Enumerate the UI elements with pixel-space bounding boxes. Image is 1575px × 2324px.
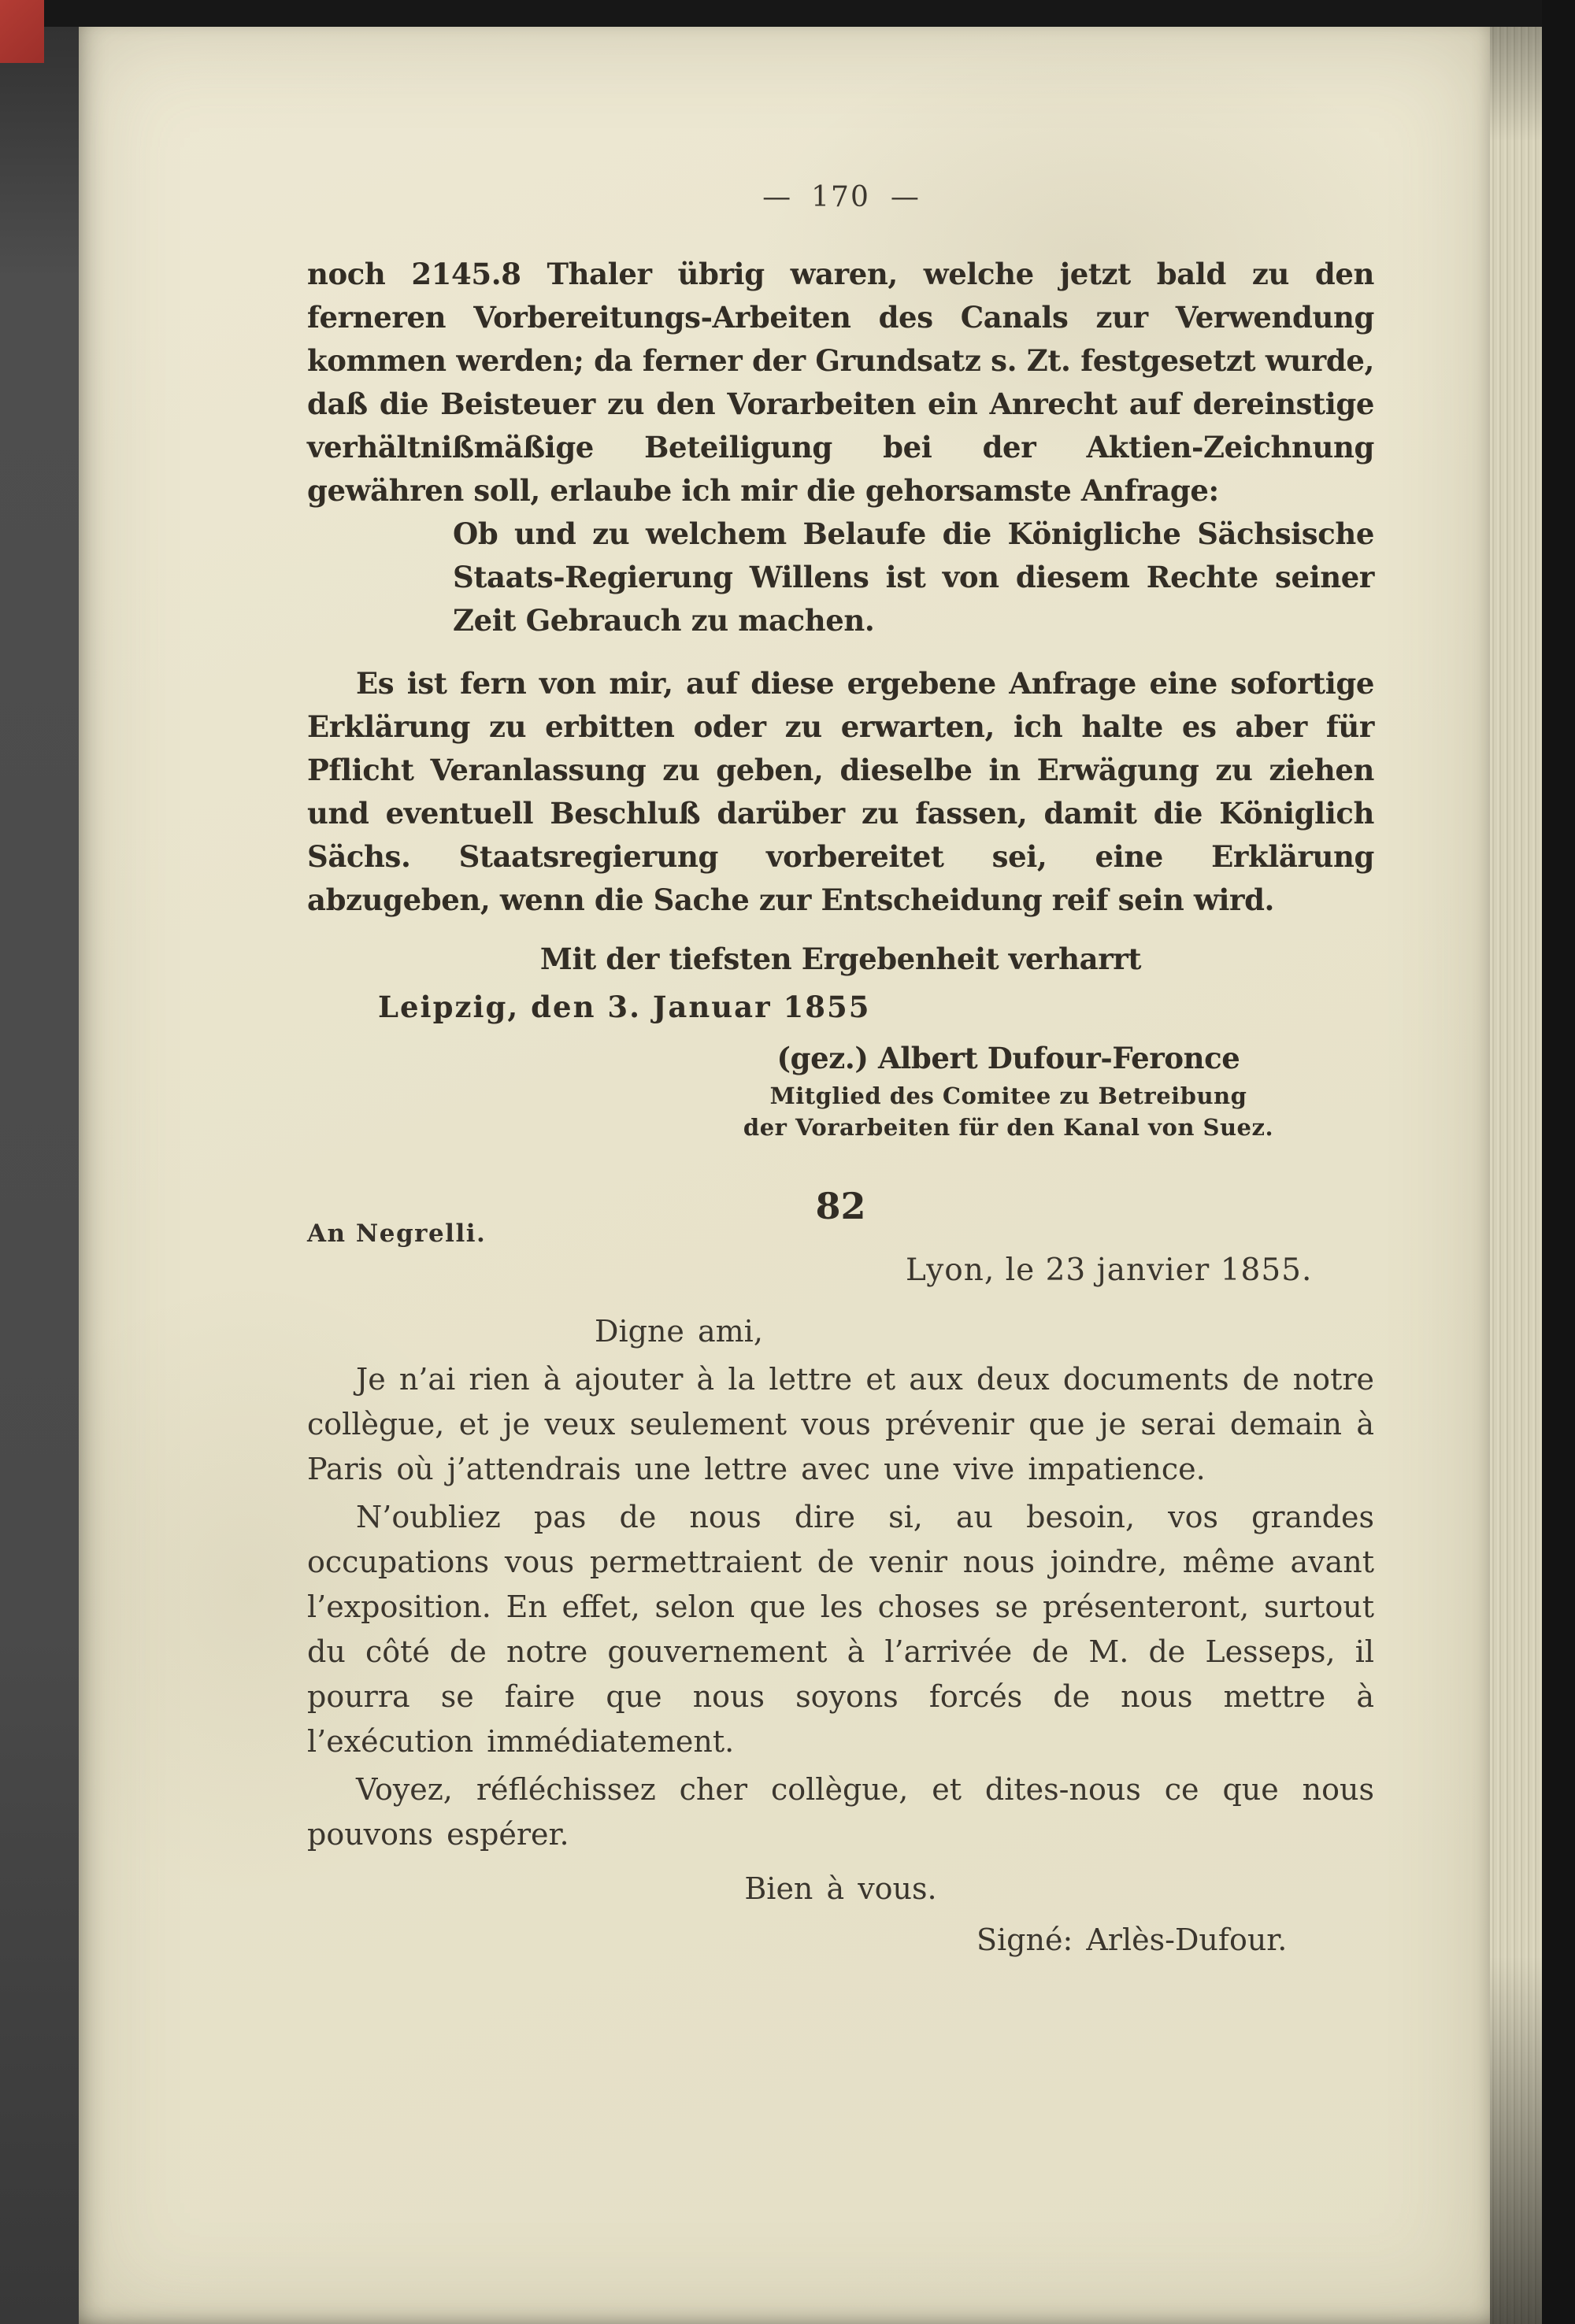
book-page [79,27,1490,2324]
german-paragraph-continuation: noch 2145.8 Thaler übrig waren, welche jetzt bald zu den ferneren Vorbereitungs-Arbeiten des Canals zur Verwendung kommen werden; da ferner der Grundsatz s. Zt. festgesetzt wurde, daß die Beisteuer zu den Vorarbeiten ein Anrecht auf dereinstige verhältnißmäßige Beteiligung bei der Aktien-Zeichnung gewähren soll, erlaube ich mir die gehorsamste Anfrage: [307,257,1374,508]
page-number-dash-left: — [762,181,791,213]
german-signature-role-line2: der Vorarbeiten für den Kanal von Suez. [743,1114,1274,1141]
german-signature-role-line1: Mitglied des Comitee zu Betreibung [769,1082,1247,1109]
section-heading [307,1186,1374,1304]
page-content [307,180,1374,1963]
section-number: 82 [815,1185,866,1227]
french-dateline: Lyon, le 23 janvier 1855. [906,1253,1313,1288]
french-paragraph-2: N’oubliez pas de nous dire si, au besoin, vos grandes occupations vous permettraient de venir nous joindre, même avant l’exposition. En effet, selon que les choses se présenteront, surtout du côté de notre gouvernement à l’arrivée de M. de Lesseps, il pourra se faire que nous soyons forcés de nous mettre à l’exécution immédiatement. [307,1500,1374,1759]
french-paragraph-3: Voyez, réfléchissez cher collègue, et dites-nous ce que nous pouvons espérer. [307,1772,1374,1852]
french-paragraph-1: Je n’ai rien à ajouter à la lettre et aux deux documents de notre collègue, et je veux seulement vous prévenir que je serai demain à Paris où j’attendrais une lettre avec une vive impatience. [307,1362,1374,1486]
margin-note-addressee: An Negrelli. [307,1219,487,1248]
german-inset-request: Ob und zu welchem Belaufe die Königliche Sächsische Staats-Regierung Willens ist von diesem Rechte seiner Zeit Gebrauch zu machen. [453,516,1374,638]
french-valediction: Bien à vous. [744,1871,937,1906]
german-valediction: Mit der tiefsten Ergebenheit verharrt [539,942,1142,976]
german-signature: (gez.) Albert Dufour-Feronce [776,1041,1240,1075]
top-shadow-band [0,0,1575,27]
right-shadow-band [1542,0,1575,2324]
german-paragraph-second: Es ist fern von mir, auf diese ergebene Anfrage eine sofortige Erklärung zu erbitten oder zu erwarten, ich halte es aber für Pflicht Veranlassung zu geben, dieselbe in Erwägung zu ziehen und eventuell Beschluß darüber zu fassen, damit die Königlich Sächs. Staatsregierung vorbereitet sei, eine Erklärung abzugeben, wenn die Sache zur Entscheidung reif sein wird. [307,666,1374,917]
german-letter [307,253,1374,1143]
page-number-value: 170 [811,181,870,213]
french-salutation: Digne ami, [595,1314,763,1349]
german-dateline: Leipzig, den 3. Januar 1855 [378,990,871,1024]
page-fore-edge [1490,27,1542,2324]
page-number [307,180,1374,215]
page-number-dash-right: — [890,181,919,213]
french-letter [307,1309,1374,1963]
german-signature-block [307,1037,1374,1143]
book-cover-corner [0,0,44,63]
french-signature: Signé: Arlès-Dufour. [976,1922,1288,1957]
